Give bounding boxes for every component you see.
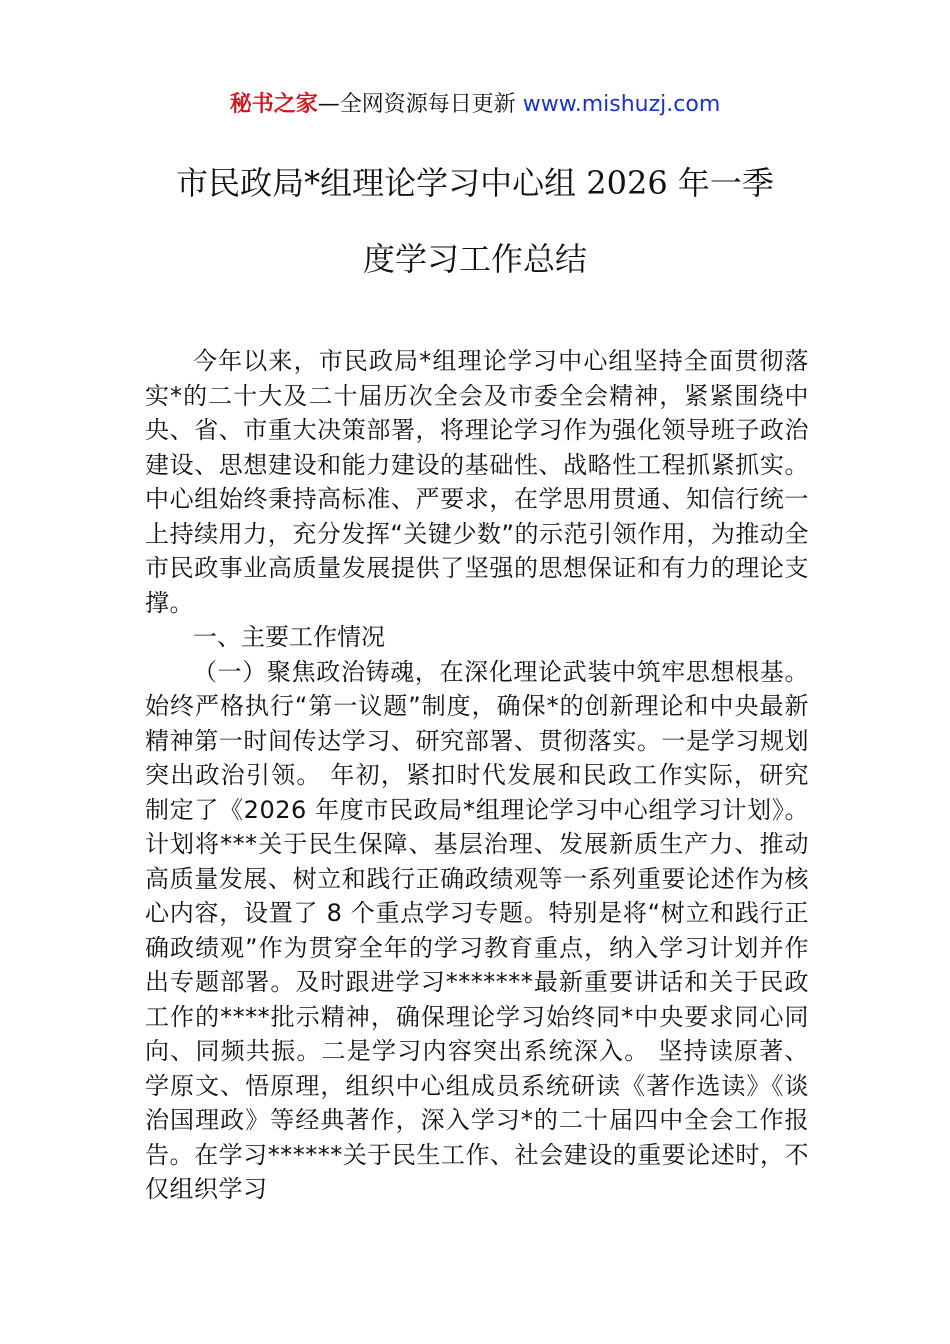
document-title bbox=[110, 160, 840, 282]
title-line-1: 市民政局*组理论学习中心组 2026 年一季 bbox=[176, 164, 774, 202]
banner-site-link[interactable]: www.mishuzj.com bbox=[522, 92, 721, 117]
intro-paragraph: 今年以来，市民政局*组理论学习中心组坚持全面贯彻落实*的二十大及二十届历次全会及市委全会精神，紧紧围绕中央、省、市重大决策部署，将理论学习作为强化领导班子政治建设、思想建设和能力建设的基础性、战略性工程抓紧抓实。中心组始终秉持高标准、严要求，在学思用贯通、知信行统一上持续用力，充分发挥“关键少数”的示范引领作用，为推动全市民政事业高质量发展提供了坚强的思想保证和有力的理论支撑。 bbox=[145, 347, 809, 617]
section-1-paragraph-1: （一）聚焦政治铸魂，在深化理论武装中筑牢思想根基。始终严格执行“第一议题”制度，确保*的创新理论和中央最新精神第一时间传达学习、研究部署、贯彻落实。一是学习规划突出政治引领。 年初，紧扣时代发展和民政工作实际，研究制定了《2026 年度市民政局*组理论学习中心组学习计划》。计划将***关于民生保障、基层治理、发展新质生产力、推动高质量发展、树立和践行正确政绩观等一系列重要论述作为核心内容，设置了 8 个重点学习专题。特别是将“树立和践行正确政绩观”作为贯穿全年的学习教育重点，纳入学习计划并作出专题部署。及时跟进学习*******最新重要讲话和关于民政工作的****批示精神，确保理论学习始终同*中央要求同心同向、同频共振。二是学习内容突出系统深入。 坚持读原著、学原文、悟原理，组织中心组成员系统研读《著作选读》《谈治国理政》等经典著作，深入学习*的二十届四中全会工作报告。在学习******关于民生工作、社会建设的重要论述时，不仅组织学习 bbox=[145, 657, 809, 1203]
site-banner bbox=[0, 88, 950, 122]
document-body bbox=[145, 344, 809, 1207]
title-line-2: 度学习工作总结 bbox=[362, 240, 587, 278]
section-heading-1: 一、主要工作情况 bbox=[193, 623, 385, 651]
banner-tagline: —全网资源每日更新 bbox=[317, 92, 523, 117]
banner-brand: 秘书之家 bbox=[229, 92, 318, 117]
